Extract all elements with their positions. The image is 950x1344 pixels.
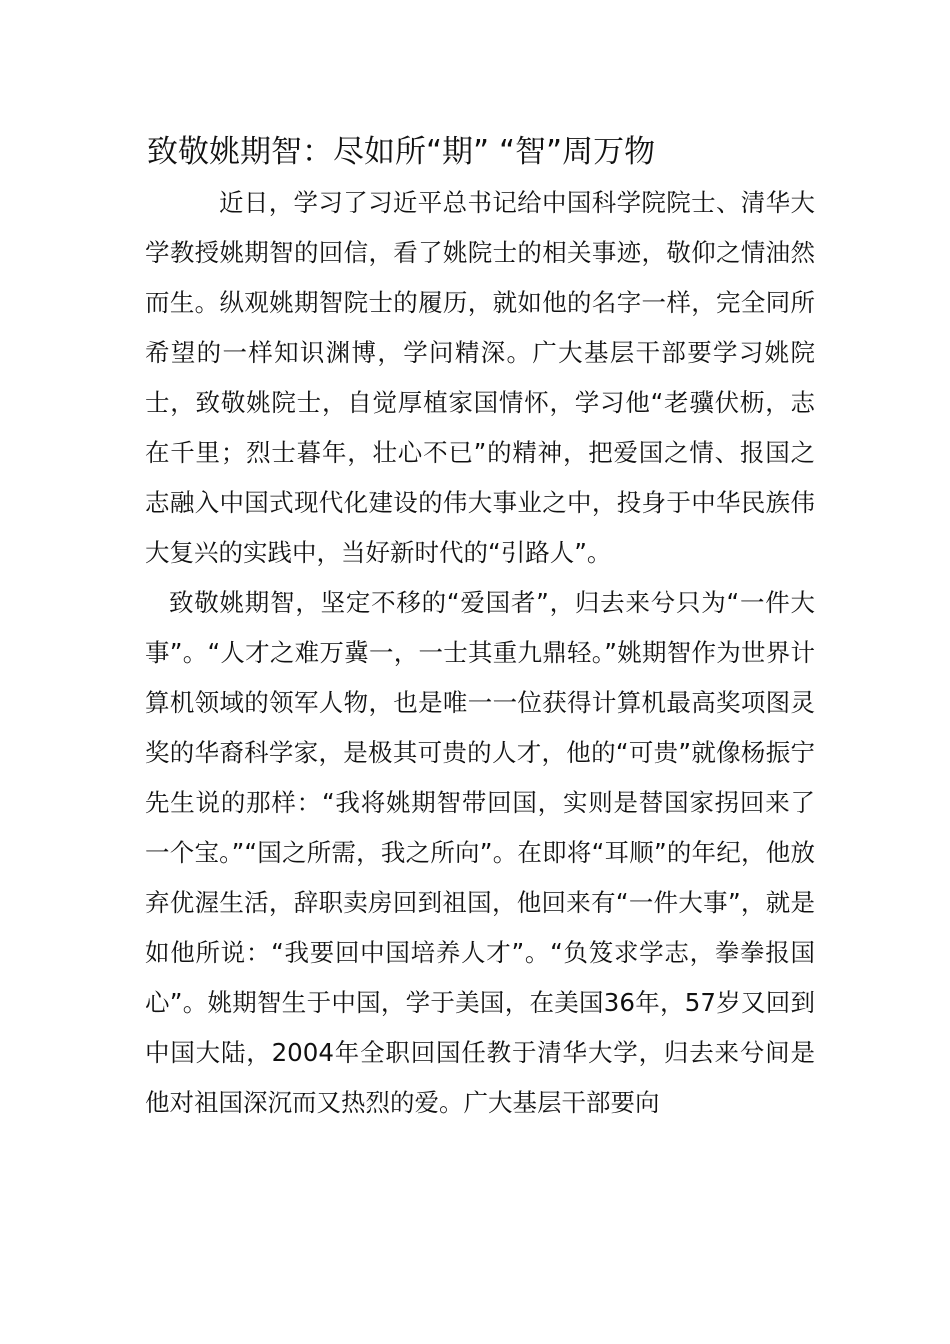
document-title: 致敬姚期智：尽如所“期” “智”周万物 bbox=[147, 134, 656, 170]
paragraph: 近日，学习了习近平总书记给中国科学院院士、清华大学教授姚期智的回信，看了姚院士的相关事迹，敬仰之情油然而生。纵观姚期智院士的履历，就如他的名字一样，完全同所希望的一样知识渊博，学问精深。广大基层干部要学习姚院士，致敬姚院士，自觉厚植家国情怀，学习他“老骥伏枥，志在千里；烈士暮年，壮心不已”的精神，把爱国之情、报国之志融入中国式现代化建设的伟大事业之中，投身于中华民族伟大复兴的实践中，当好新时代的“引路人”。 bbox=[145, 188, 815, 567]
document-body bbox=[145, 178, 815, 1128]
paragraph: 致敬姚期智，坚定不移的“爱国者”，归去来兮只为“一件大事”。“人才之难万冀一，一士其重九鼎轻。”姚期智作为世界计算机领域的领军人物，也是唯一一位获得计算机最高奖项图灵奖的华裔科学家，是极其可贵的人才，他的“可贵”就像杨振宁先生说的那样：“我将姚期智带回国，实则是替国家拐回来了一个宝。”“国之所需，我之所向”。在即将“耳顺”的年纪，他放弃优渥生活，辞职卖房回到祖国，他回来有“一件大事”，就是如他所说：“我要回中国培养人才”。“负笈求学志，拳拳报国心”。姚期智生于中国，学于美国，在美国36年，57岁又回到中国大陆，2004年全职回国任教于清华大学，归去来兮间是他对祖国深沉而又热烈的爱。广大基层干部要向 bbox=[145, 588, 815, 1117]
